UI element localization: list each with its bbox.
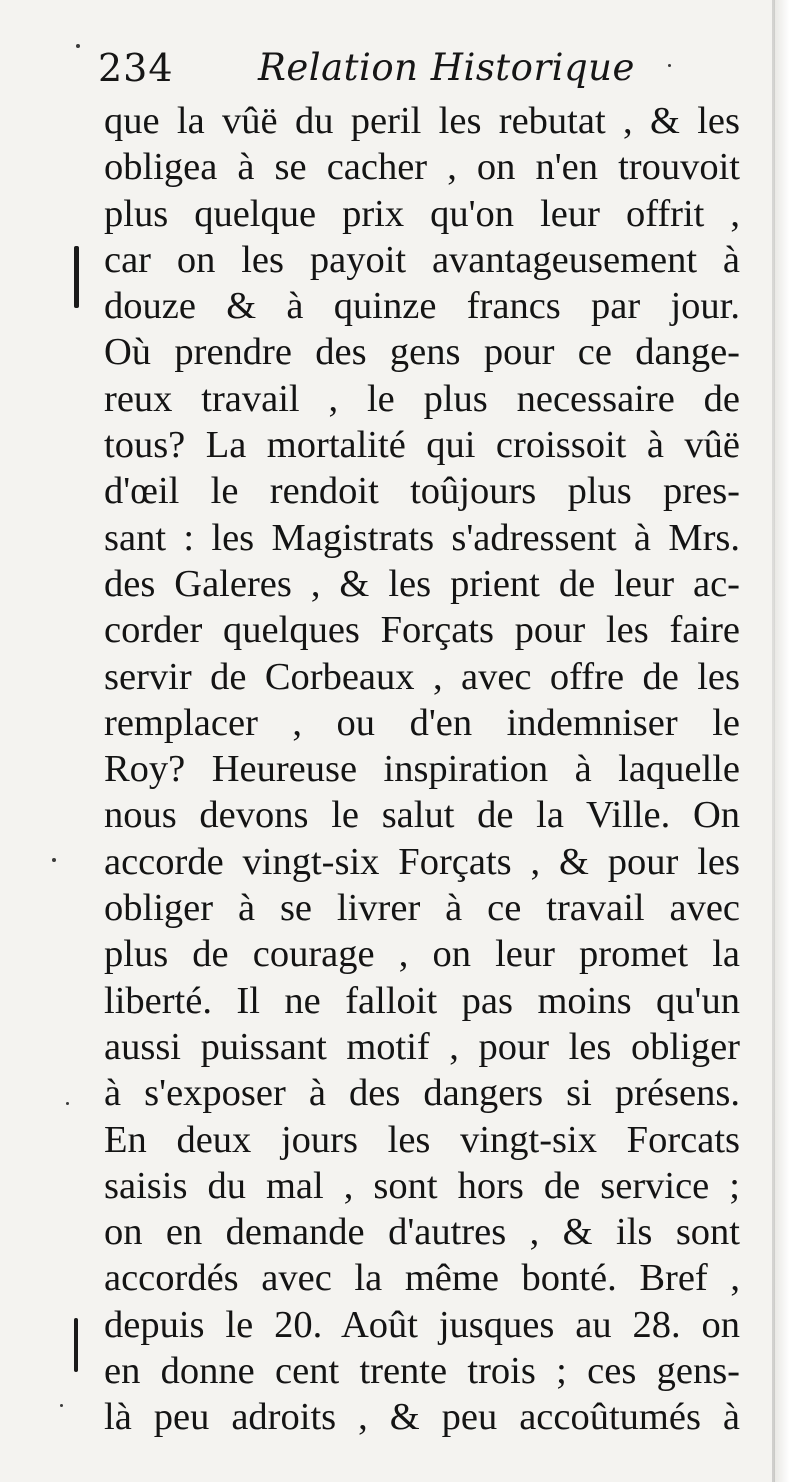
text-line: remplacer , ou d'en indemniser le	[104, 701, 740, 744]
text-line: là peu adroits , & peu accoûtumés à	[104, 1396, 740, 1439]
text-line: liberté. Il ne falloit pas moins qu'un	[104, 979, 740, 1022]
text-line: en donne cent trente trois ; ces gens-	[104, 1350, 740, 1393]
text-line: accordés avec la même bonté. Bref ,	[104, 1257, 740, 1300]
text-line: aussi puissant motif , pour les obliger	[104, 1025, 740, 1068]
page-number: 234	[98, 46, 174, 90]
margin-ink-mark	[74, 1318, 78, 1372]
text-line: saisis du mal , sont hors de service ;	[104, 1164, 740, 1207]
text-line: depuis le 20. Août jusques au 28. on	[104, 1303, 740, 1346]
text-line: accorde vingt-six Forçats , & pour les	[104, 840, 740, 883]
text-line: sant : les Magistrats s'adressent à Mrs.	[104, 516, 740, 559]
text-line: plus de courage , on leur promet la	[104, 933, 740, 976]
running-title: Relation Historique	[258, 46, 635, 89]
page-header	[98, 44, 738, 100]
ink-speck	[66, 1102, 69, 1105]
text-line: d'œil le rendoit toûjours plus pres-	[104, 470, 740, 513]
text-line: à s'exposer à des dangers si présens.	[104, 1072, 740, 1115]
text-line: douze & à quinze francs par jour.	[104, 285, 740, 328]
margin-ink-mark	[74, 246, 79, 308]
text-line: des Galeres , & les prient de leur ac-	[104, 562, 740, 605]
text-line: servir de Corbeaux , avec offre de les	[104, 655, 740, 698]
binding-shadow	[772, 0, 775, 1482]
text-line: que la vûë du peril les rebutat , & les	[104, 100, 740, 142]
ink-speck	[60, 1404, 63, 1407]
text-line: Roy? Heureuse inspiration à laquelle	[104, 748, 740, 791]
text-line: obliger à se livrer à ce travail avec	[104, 887, 740, 930]
page-edge	[774, 0, 800, 1482]
text-line: car on les payoit avantageusement à	[104, 238, 740, 281]
text-line: on en demande d'autres , & ils sont	[104, 1211, 740, 1254]
body-text	[104, 98, 740, 1441]
text-line: nous devons le salut de la Ville. On	[104, 794, 740, 837]
text-line: Où prendre des gens pour ce dange-	[104, 331, 740, 374]
text-line: tous? La mortalité qui croissoit à vûë	[104, 424, 740, 467]
text-line: obligea à se cacher , on n'en trouvoit	[104, 146, 740, 189]
text-line: En deux jours les vingt-six Forcats	[104, 1118, 740, 1161]
ink-speck	[76, 44, 80, 48]
text-line: plus quelque prix qu'on leur offrit ,	[104, 192, 740, 235]
text-line: corder quelques Forçats pour les faire	[104, 609, 740, 652]
ink-speck	[52, 858, 56, 862]
text-line: reux travail , le plus necessaire de	[104, 377, 740, 420]
